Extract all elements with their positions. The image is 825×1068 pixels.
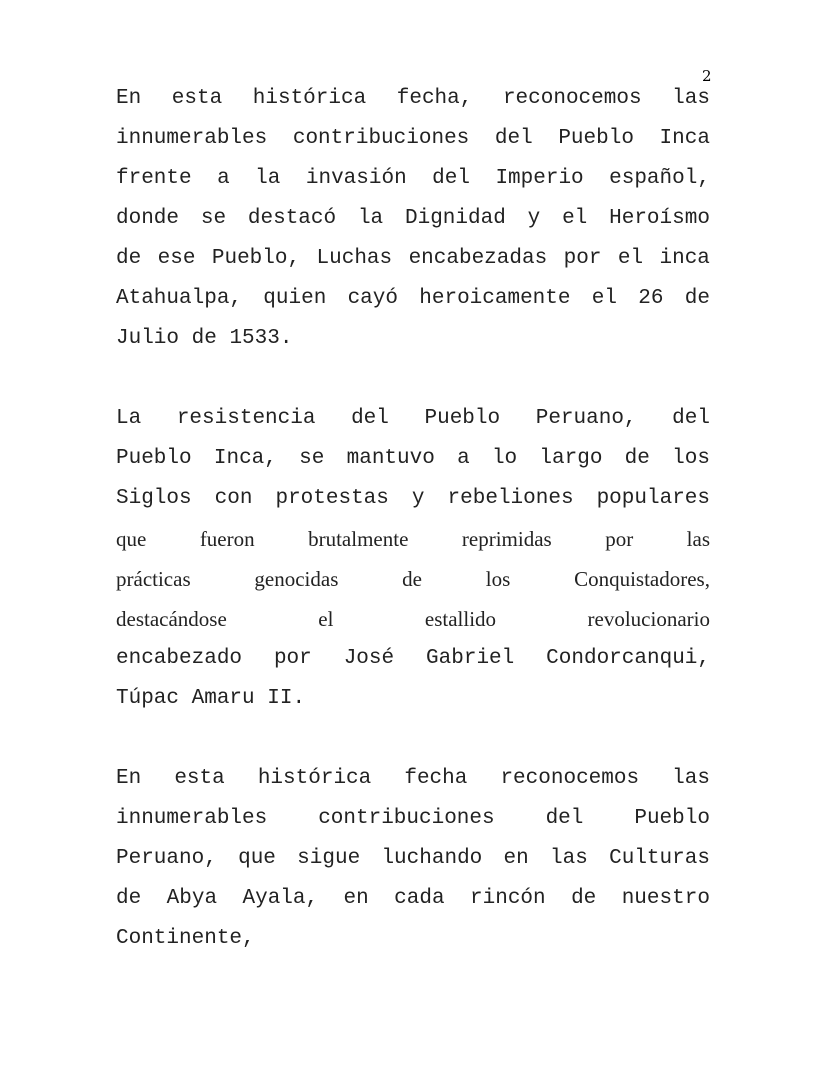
- paragraph-gap: [116, 719, 710, 759]
- text-line: [116, 239, 710, 279]
- word: reconocemos: [502, 87, 642, 110]
- word: por: [605, 527, 634, 551]
- word: Gabriel: [426, 647, 515, 670]
- word: del: [351, 407, 389, 430]
- word: Conquistadores,: [574, 567, 710, 591]
- word: las: [672, 87, 710, 110]
- word: Pueblo: [558, 127, 634, 150]
- paragraph-2: [116, 399, 710, 719]
- word: reconocemos: [500, 767, 640, 790]
- word: de: [402, 567, 422, 591]
- word: heroicamente: [419, 287, 571, 310]
- paragraph-3: [116, 759, 710, 959]
- word: los: [672, 447, 710, 470]
- word: encabezadas: [408, 247, 548, 270]
- word: resistencia: [176, 407, 316, 430]
- text-line: [116, 479, 710, 519]
- word: 26: [638, 287, 664, 310]
- word: Ayala,: [242, 887, 319, 910]
- word: esta: [174, 767, 225, 790]
- word: Pueblo: [116, 447, 192, 470]
- word: de: [116, 887, 142, 910]
- word: luchando: [381, 847, 483, 870]
- word: los: [485, 567, 511, 591]
- word: Julio: [116, 327, 180, 350]
- text-line: [116, 639, 710, 679]
- word: que: [238, 847, 276, 870]
- text-line: [116, 879, 710, 919]
- word: rebeliones: [447, 487, 574, 510]
- word: y: [411, 487, 425, 510]
- word: cayó: [347, 287, 398, 310]
- text-line: [116, 599, 710, 639]
- word: por: [563, 247, 602, 270]
- word: Peruano,: [116, 847, 217, 870]
- word: encabezado: [116, 647, 243, 670]
- word: el: [318, 607, 334, 631]
- word: brutalmente: [308, 527, 409, 551]
- word: se: [299, 447, 325, 470]
- word: Amaru: [191, 687, 255, 710]
- text-line: [116, 119, 710, 159]
- word: largo: [539, 447, 603, 470]
- word: Imperio: [495, 167, 584, 190]
- word: inca: [659, 247, 710, 270]
- text-line: [116, 79, 710, 119]
- word: el: [562, 207, 588, 230]
- word: la: [255, 167, 281, 190]
- text-line: [116, 799, 710, 839]
- word: Pueblo,: [211, 247, 301, 270]
- text-line: [116, 839, 710, 879]
- word: sigue: [297, 847, 361, 870]
- word: estallido: [424, 607, 497, 631]
- word: de: [684, 287, 710, 310]
- text-line: [116, 279, 710, 319]
- word: esta: [171, 87, 223, 110]
- word: destacándose: [116, 607, 227, 631]
- word: Luchas: [316, 247, 393, 270]
- word: En: [116, 767, 142, 790]
- word: y: [527, 207, 541, 230]
- word: cada: [394, 887, 445, 910]
- word: quien: [263, 287, 327, 310]
- word: Túpac: [116, 687, 180, 710]
- text-line: [116, 759, 710, 799]
- word: Abya: [166, 887, 218, 910]
- word: genocidas: [254, 567, 339, 591]
- word: lo: [491, 447, 518, 470]
- word: Dignidad: [404, 207, 506, 230]
- word: reprimidas: [461, 527, 552, 551]
- word: histórica: [257, 767, 372, 790]
- word: a: [217, 167, 230, 190]
- word: Atahualpa,: [116, 287, 243, 310]
- word: las: [550, 847, 588, 870]
- text-line: [116, 679, 710, 719]
- word: revolucionario: [587, 607, 710, 631]
- word: español,: [609, 167, 710, 190]
- word: del: [494, 127, 533, 150]
- word: se: [200, 207, 227, 230]
- word: con: [214, 487, 253, 510]
- word: prácticas: [116, 567, 191, 591]
- word: a: [457, 447, 470, 470]
- word: en: [343, 887, 369, 910]
- paragraph-gap: [116, 359, 710, 399]
- text-line: [116, 439, 710, 479]
- word: del: [432, 167, 470, 190]
- word: ese: [157, 247, 196, 270]
- word: Continente,: [116, 927, 255, 950]
- word: fecha,: [396, 87, 473, 110]
- word: 1533.: [229, 327, 293, 350]
- page-number: 2: [702, 67, 712, 85]
- word: innumerables: [116, 127, 268, 150]
- word: contribuciones: [292, 127, 470, 150]
- word: el: [591, 287, 617, 310]
- paragraph-1: [116, 79, 710, 359]
- text-line: [116, 159, 710, 199]
- word: Condorcanqui,: [546, 647, 710, 670]
- word: las: [686, 527, 710, 551]
- text-line: [116, 399, 710, 439]
- word: que: [116, 527, 147, 551]
- word: José: [343, 647, 395, 670]
- word: II.: [267, 687, 306, 710]
- word: por: [273, 647, 312, 670]
- word: Heroísmo: [609, 207, 710, 230]
- word: de: [191, 327, 217, 350]
- word: populares: [596, 487, 710, 510]
- word: Culturas: [609, 847, 710, 870]
- word: de: [571, 887, 597, 910]
- body-text: [116, 79, 710, 959]
- word: contribuciones: [318, 807, 495, 830]
- word: rincón: [470, 887, 546, 910]
- word: del: [545, 807, 584, 830]
- word: Inca: [659, 127, 710, 150]
- word: innumerables: [116, 807, 268, 830]
- word: nuestro: [621, 887, 710, 910]
- word: fecha: [404, 767, 468, 790]
- word: destacó: [247, 207, 337, 230]
- word: frente: [116, 167, 192, 190]
- word: Siglos: [116, 487, 192, 510]
- word: invasión: [305, 167, 407, 190]
- word: protestas: [275, 487, 389, 510]
- word: Peruano,: [535, 407, 637, 430]
- word: La: [116, 407, 142, 430]
- word: En: [116, 87, 142, 110]
- word: la: [357, 207, 384, 230]
- word: fueron: [199, 527, 255, 551]
- word: en: [503, 847, 529, 870]
- word: el: [617, 247, 644, 270]
- word: histórica: [252, 87, 367, 110]
- text-line: [116, 319, 710, 359]
- word: Pueblo: [424, 407, 501, 430]
- text-line: [116, 199, 710, 239]
- text-line: [116, 519, 710, 559]
- word: Inca,: [213, 447, 277, 470]
- text-line: [116, 919, 710, 959]
- word: del: [672, 407, 710, 430]
- word: de: [116, 247, 142, 270]
- word: donde: [116, 207, 180, 230]
- word: mantuvo: [346, 447, 435, 470]
- word: de: [624, 447, 650, 470]
- text-line: [116, 559, 710, 599]
- word: Pueblo: [634, 807, 710, 830]
- word: las: [672, 767, 710, 790]
